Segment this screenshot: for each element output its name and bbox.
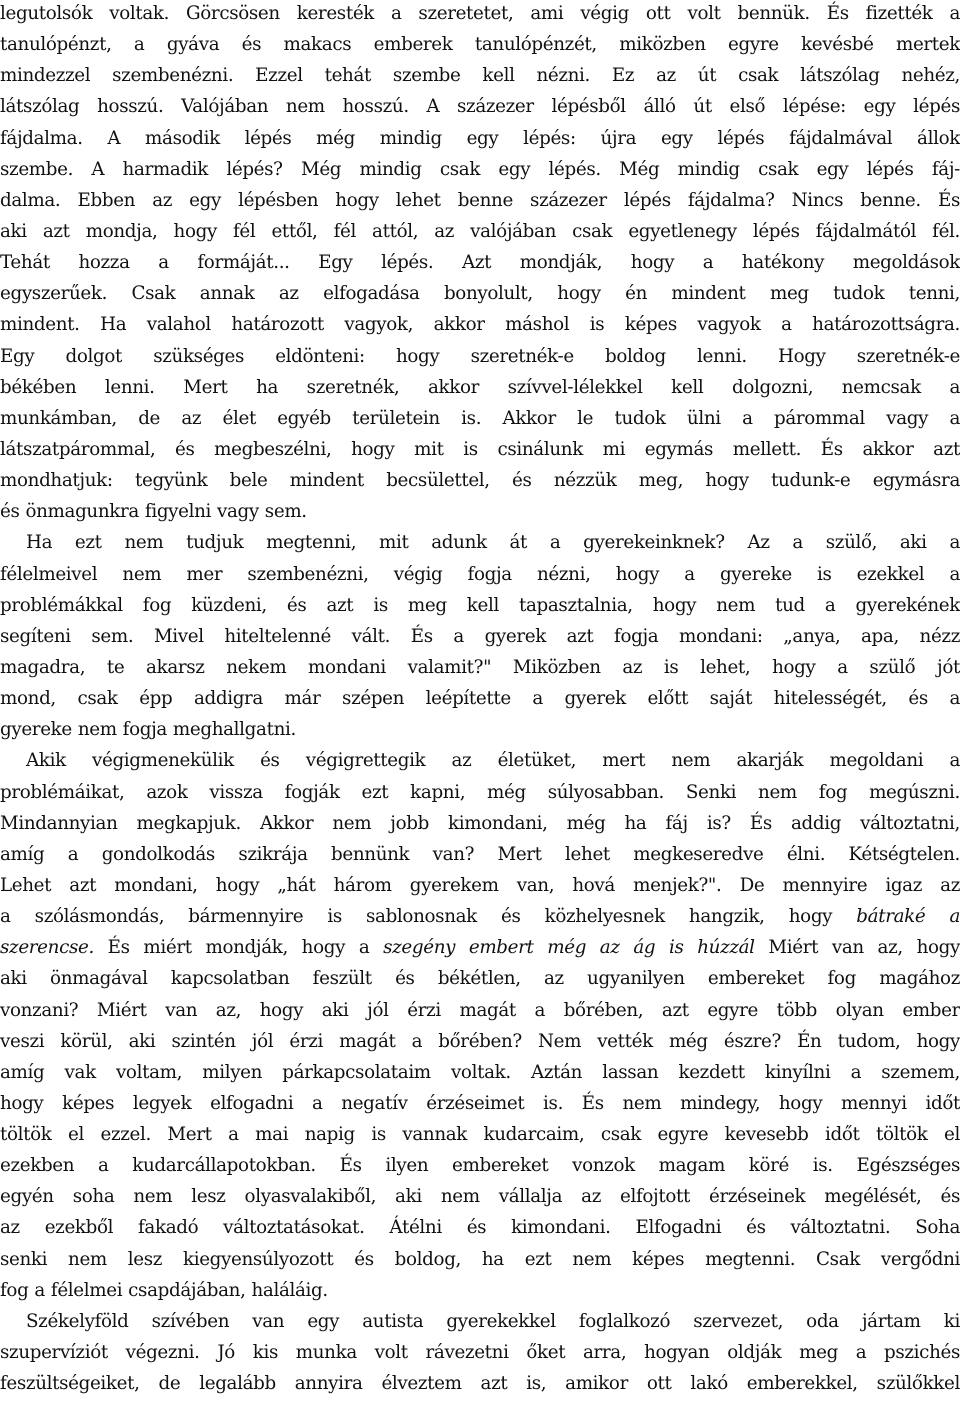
text-line: tanulópénzt, a gyáva és makacs emberek tanulópénzét, miközben egyre kevésbé mertek <box>0 34 960 56</box>
text-line: amíg vak voltam, milyen párkapcsolataim voltak. Aztán lassan kezdett kinyílni a szemem, <box>0 1061 960 1083</box>
text-line: dalma. Ebben az egy lépésben hogy lehet benne százezer lépés fájdalma? Nincs benne. És <box>0 189 960 211</box>
text-line: egyén soha nem lesz olyasvalakiből, aki nem vállalja az elfojtott érzéseinek megélését, és <box>0 1186 960 1208</box>
text-line: Mindannyian megkapjuk. Akkor nem jobb kimondani, még ha fáj is? És addig változtatni, <box>0 812 960 834</box>
text-line-with-italic <box>0 901 960 932</box>
text-line: feszültségeiket, de legalább annyira élveztem azt is, amikor ott lakó emberekkel, szülőkkel <box>0 1373 960 1395</box>
text-line: Ha ezt nem tudjuk megtenni, mit adunk át a gyerekeinknek? Az a szülő, aki a <box>26 532 960 554</box>
text-line: szupervíziót végezni. Jó kis munka volt rávezetni őket arra, hogyan oldják meg a pszichés <box>0 1342 960 1364</box>
text-line: fog a félelmei csapdájában, haláláig. <box>0 1279 328 1301</box>
text-line: félelmeivel nem mer szembenézni, végig fogja nézni, hogy a gyereke is ezekkel a <box>0 563 960 585</box>
text-line: amíg a gondolkodás szikrája bennünk van? Mert lehet megkeseredve élni. Kétségtelen. <box>0 843 960 865</box>
text-line: látszólag hosszú. Valójában nem hosszú. A százezer lépésből álló út első lépése: egy lépés <box>0 96 960 118</box>
text-line: békében lenni. Mert ha szeretnék, akkor szívvel-lélekkel kell dolgozni, nemcsak a <box>0 376 960 398</box>
text-run: a szólásmondás, bármennyire is sablonosnak és közhelyesnek hangzik, hogy <box>0 906 857 928</box>
text-line: gyereke nem fogja meghallgatni. <box>0 719 296 741</box>
text-line: Székelyföld szívében van egy autista gyerekekkel foglalkozó szervezet, oda jártam ki <box>26 1310 960 1332</box>
paragraph-4 <box>0 1306 960 1399</box>
text-line: mindezzel szembenézni. Ezzel tehát szembe kell nézni. Ez az út csak látszólag nehéz, <box>0 65 960 87</box>
text-line: mindent. Ha valahol határozott vagyok, akkor máshol is képes vagyok a határozottságra. <box>0 314 960 336</box>
text-line-with-italic <box>0 932 960 963</box>
text-line: szembe. A harmadik lépés? Még mindig csak egy lépés. Még mindig csak egy lépés fáj- <box>0 158 960 180</box>
text-line: Tehát hozza a formáját... Egy lépés. Azt mondják, hogy a hatékony megoldások <box>0 252 960 274</box>
text-line: látszatpárommal, és megbeszélni, hogy mit is csinálunk mi egymás mellett. És akkor azt <box>0 438 960 460</box>
text-run: Miért van az, hogy <box>754 937 960 959</box>
text-line: az ezekből fakadó változtatásokat. Átélni és kimondani. Elfogadni és változtatni. Soha <box>0 1217 960 1239</box>
text-run: És miért mondják, hogy a <box>93 937 384 959</box>
text-line: mond, csak épp addigra már szépen leépítette a gyerek előtt saját hitelességét, és a <box>0 688 960 710</box>
text-line: Egy dolgot szükséges eldönteni: hogy szeretnék-e boldog lenni. Hogy szeretnék-e <box>0 345 960 367</box>
text-line: és önmagunkra figyelni vagy sem. <box>0 501 307 523</box>
paragraph-2 <box>0 527 960 745</box>
text-line: vonzani? Miért van az, hogy aki jól érzi magát a bőrében, azt egyre több olyan ember <box>0 999 960 1021</box>
text-line: legutolsók voltak. Görcsösen keresték a szeretetet, ami végig ott volt bennük. És fizették a <box>0 3 960 24</box>
text-line: fájdalma. A második lépés még mindig egy lépés: újra egy lépés fájdalmával állok <box>0 127 960 149</box>
text-line: mondhatjuk: tegyünk bele mindent becsülettel, és nézzük meg, hogy tudunk-e egymásra <box>0 470 960 492</box>
italic-phrase: bátraké a <box>856 906 960 928</box>
text-line: Lehet azt mondani, hogy „hát három gyerekem van, hová menjek?". De mennyire igaz az <box>0 874 960 896</box>
text-line: Akik végigmenekülik és végigrettegik az életüket, mert nem akarják megoldani a <box>26 750 960 772</box>
text-line: veszi körül, aki szintén jól érzi magát a bőrében? Nem vették még észre? Én tudom, hogy <box>0 1030 960 1052</box>
text-line: egyszerűek. Csak annak az elfogadása bonyolult, hogy én mindent meg tudok tenni, <box>0 283 960 305</box>
paragraph-1 <box>0 0 960 527</box>
italic-phrase: szegény embert még az ág is húzzál <box>383 937 755 959</box>
text-line: aki önmagával kapcsolatban feszült és békétlen, az ugyanilyen embereket fog magához <box>0 968 960 990</box>
text-line: munkámban, de az élet egyéb területein is. Akkor le tudok ülni a párommal vagy a <box>0 407 960 429</box>
text-line: problémákkal fog küzdeni, és azt is meg kell tapasztalnia, hogy nem tud a gyerekének <box>0 594 960 616</box>
text-line: aki azt mondja, hogy fél ettől, fél attól, az valójában csak egyetlenegy lépés fájdalmától fél. <box>0 220 960 242</box>
text-line: segíteni sem. Mivel hiteltelenné vált. És a gyerek azt fogja mondani: „anya, apa, nézz <box>0 625 960 647</box>
text-line: magadra, te akarsz nekem mondani valamit?" Miközben az is lehet, hogy a szülő jót <box>0 656 960 678</box>
paragraph-3 <box>0 745 960 1306</box>
italic-phrase: szerencse. <box>0 937 94 959</box>
text-line: töltök el ezzel. Mert a mai napig is vannak kudarcaim, csak egyre kevesebb időt töltök el <box>0 1124 960 1146</box>
text-line: ezekben a kudarcállapotokban. És ilyen embereket vonzok magam köré is. Egészséges <box>0 1155 960 1177</box>
text-line: hogy képes legyek elfogadni a negatív érzéseimet is. És nem mindegy, hogy mennyi időt <box>0 1092 960 1114</box>
text-line: senki nem lesz kiegyensúlyozott és boldog, ha ezt nem képes megtenni. Csak vergődni <box>0 1248 960 1270</box>
text-line: problémáikat, azok vissza fogják ezt kapni, még súlyosabban. Senki nem fog megúszni. <box>0 781 960 803</box>
